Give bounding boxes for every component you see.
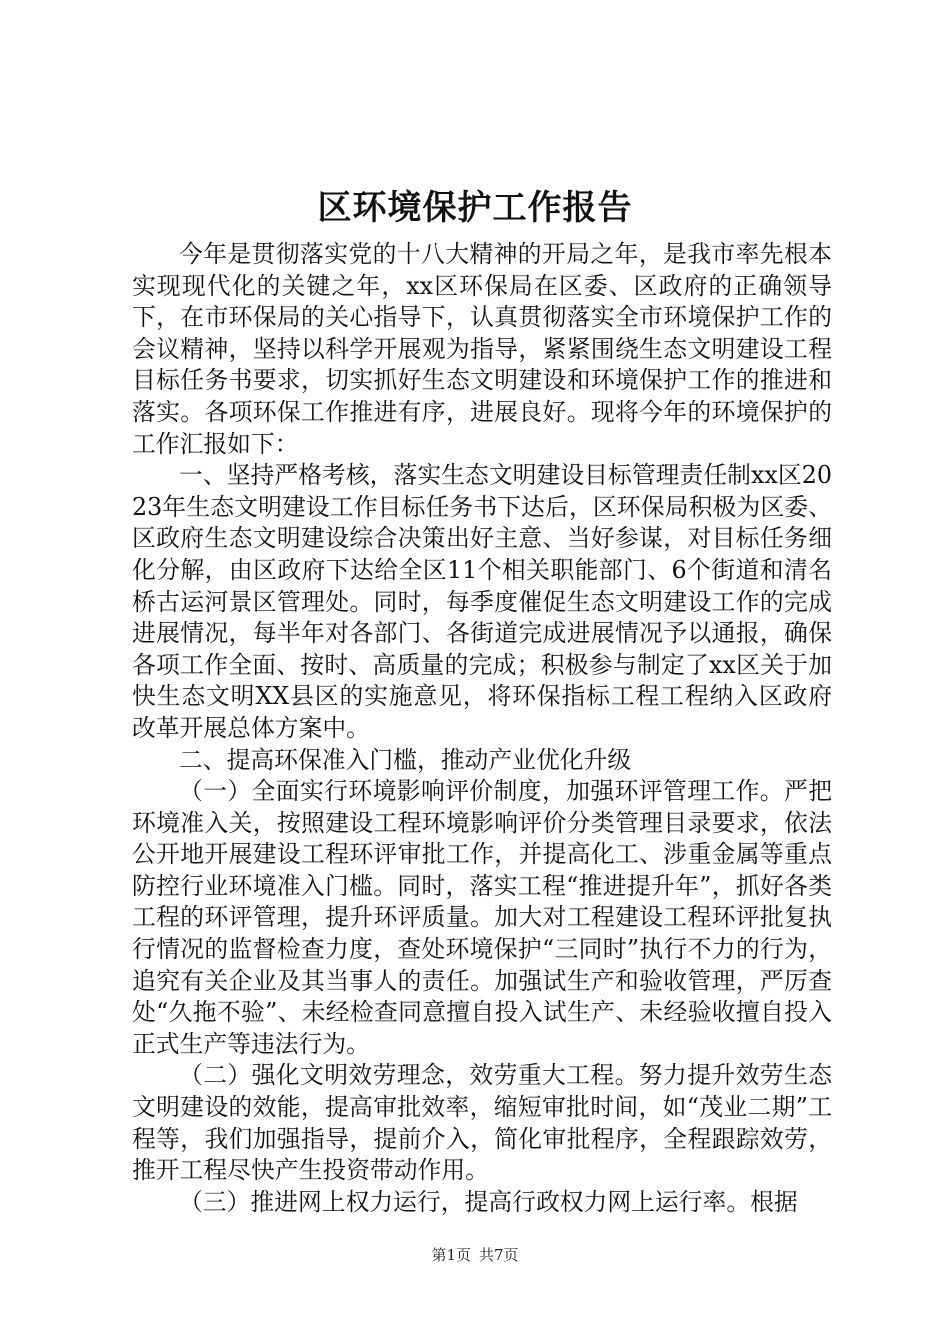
- page-number: 第1页: [431, 1246, 471, 1264]
- intro-paragraph: 今年是贯彻落实党的十八大精神的开局之年，是我市率先根本实现现代化的关键之年，xx区环保局在区委、区政府的正确领导下，在市环保局的关心指导下，认真贯彻落实全市环境保护工作的会议精神，坚持以科学开展观为指导，紧紧围绕生态文明建设工程目标任务书要求，切实抓好生态文明建设和环境保护工作的推进和落实。各项环保工作推进有序，进展良好。现将今年的环境保护的工作汇报如下：: [132, 240, 832, 458]
- document-body: [132, 239, 832, 1218]
- section-two-heading: 二、提高环保准入门槛，推动产业优化升级: [179, 745, 632, 774]
- document-title: 区环境保护工作报告: [317, 188, 633, 228]
- page-footer: [0, 1245, 950, 1265]
- total-pages: 共7页: [479, 1246, 519, 1264]
- subsection-one-paragraph: （一）全面实行环境影响评价制度，加强环评管理工作。严把环境准入关，按照建设工程环境影响评价分类管理目录要求，依法公开地开展建设工程环评审批工作，并提高化工、涉重金属等重点防控行业环境准入门槛。同时，落实工程“推进提升年”，抓好各类工程的环评管理，提升环评质量。加大对工程建设工程环评批复执行情况的监督检查力度，查处环境保护“三同时”执行不力的行为，追究有关企业及其当事人的责任。加强试生产和验收管理，严厉查处“久拖不验”、未经检查同意擅自投入试生产、未经验收擅自投入正式生产等违法行为。: [132, 777, 832, 1058]
- subsection-two-paragraph: （二）强化文明效劳理念，效劳重大工程。努力提升效劳生态文明建设的效能，提高审批效率，缩短审批时间，如“茂业二期”工程等，我们加强指导，提前介入，简化审批程序，全程跟踪效劳，推开工程尽快产生投资带动作用。: [132, 1061, 832, 1185]
- section-one-paragraph: 一、坚持严格考核，落实生态文明建设目标管理责任制xx区2023年生态文明建设工作目标任务书下达后，区环保局积极为区委、区政府生态文明建设综合决策出好主意、当好参谋，对目标任务细化分解，由区政府下达给全区11个相关职能部门、6个街道和清名桥古运河景区管理处。同时，每季度催促生态文明建设工作的完成进展情况，每半年对各部门、各街道完成进展情况予以通报，确保各项工作全面、按时、高质量的完成；积极参与制定了xx区关于加快生态文明XX县区的实施意见，将环保指标工程工程纳入区政府改革开展总体方案中。: [132, 461, 832, 742]
- subsection-three-paragraph: （三）推进网上权力运行，提高行政权力网上运行率。根据: [179, 1187, 798, 1216]
